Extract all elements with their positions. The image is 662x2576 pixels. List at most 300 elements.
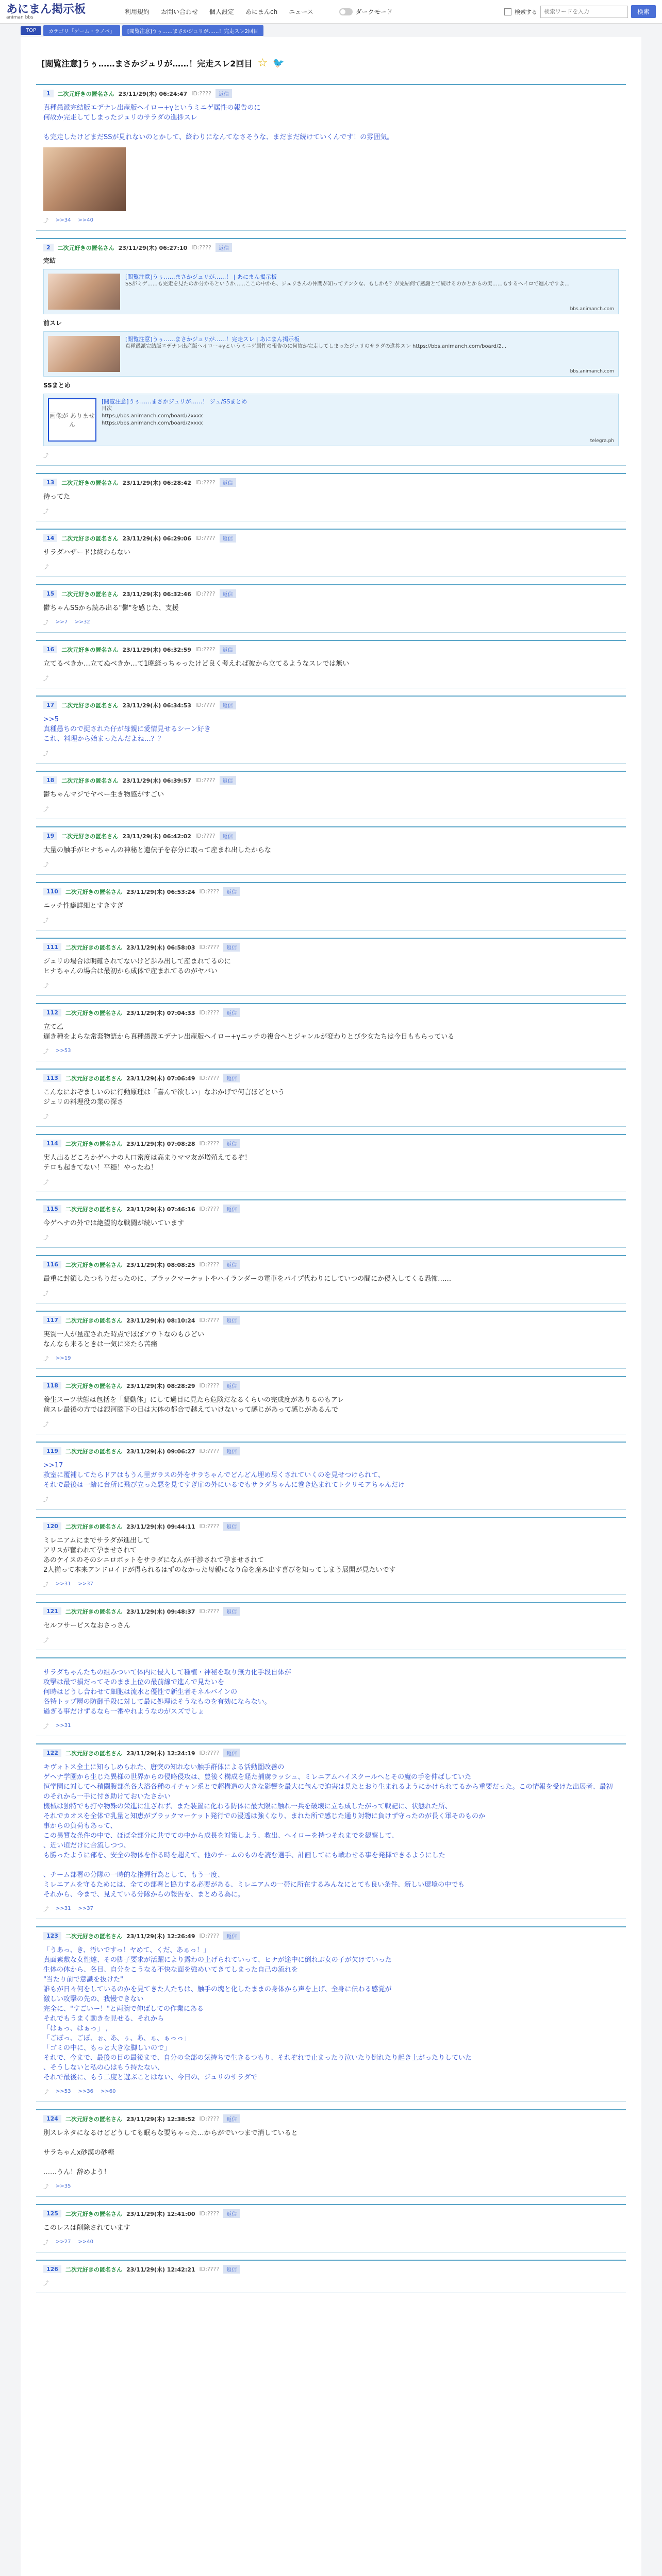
post-id: ID:???? (199, 1608, 220, 1615)
poster-name: 二次元好きの匿名さん (65, 1206, 122, 1213)
post-header (43, 1074, 619, 1082)
poster-name: 二次元好きの匿名さん (65, 1261, 122, 1268)
poster-name: 二次元好きの匿名さん (65, 1750, 122, 1757)
poster-name: 二次元好きの匿名さん (65, 1382, 122, 1389)
card-source: telegra.ph (590, 438, 614, 444)
logo-sub: animan bbs (6, 14, 34, 20)
reply-button[interactable]: 返信 (223, 1381, 240, 1390)
post-header (43, 1522, 619, 1531)
post-number[interactable]: 112 (43, 1009, 61, 1016)
reply-button[interactable]: 返信 (223, 1522, 240, 1531)
share-icon[interactable]: ⤴ (43, 1422, 48, 1428)
post-date: 23/11/29(木) 06:58:03 (126, 944, 195, 951)
reply-button[interactable]: 返信 (220, 832, 236, 840)
post (36, 84, 626, 231)
reply-button[interactable]: 返信 (220, 589, 236, 598)
poster-name: 二次元好きの匿名さん (61, 702, 119, 709)
post-footer (43, 1495, 619, 1503)
reply-button[interactable]: 返信 (220, 701, 236, 709)
post-id: ID:???? (199, 1009, 220, 1016)
nav-terms[interactable]: 利用規約 (125, 8, 150, 15)
anchor-link[interactable]: >>40 (78, 217, 93, 223)
post-footer (43, 860, 619, 868)
card-title[interactable]: [閲覧注意]うぅ……まさかジュリが……！ | あにまん掲示板 (125, 274, 277, 280)
post-number[interactable]: 1 (43, 90, 54, 97)
post (36, 882, 626, 930)
twitter-share-icon[interactable]: 🐦 (273, 58, 285, 69)
search-checkbox[interactable] (504, 8, 511, 15)
nav-contact[interactable]: お問い合わせ (161, 8, 198, 15)
post-date: 23/11/29(木) 06:53:24 (126, 888, 195, 895)
post (36, 1199, 626, 1248)
post-date: 23/11/29(木) 09:44:11 (126, 1523, 195, 1530)
share-icon[interactable]: ⤴ (43, 1114, 48, 1120)
anchor-link[interactable]: >>19 (56, 1355, 71, 1361)
poster-name: 二次元好きの匿名さん (65, 1317, 122, 1324)
post-date: 23/11/29(木) 06:32:59 (122, 646, 191, 653)
reply-button[interactable]: 返信 (223, 887, 240, 896)
post-date: 23/11/29(木) 12:42:21 (126, 2266, 195, 2273)
post-date: 23/11/29(木) 06:29:06 (122, 535, 191, 542)
anchor-link[interactable]: >>53 (56, 2089, 71, 2094)
global-nav (125, 5, 313, 18)
post (36, 584, 626, 633)
poster-name: 二次元好きの匿名さん (61, 833, 119, 840)
poster-name: 二次元好きの匿名さん (65, 2210, 122, 2217)
post (36, 640, 626, 688)
post-header (43, 776, 619, 785)
post-number[interactable]: 117 (43, 1316, 61, 1324)
card-title[interactable]: [閲覧注意]うぅ……まさかジュリが……！ ジュ/SSまとめ (102, 398, 247, 405)
post-date: 23/11/29(木) 09:48:37 (126, 1608, 195, 1615)
post-number[interactable]: 15 (43, 590, 57, 598)
post-footer (43, 674, 619, 682)
share-icon[interactable]: ⤴ (43, 2184, 48, 2190)
post-number[interactable]: 118 (43, 1382, 61, 1389)
post (36, 2260, 626, 2293)
reply-button[interactable]: 返信 (223, 1931, 240, 1940)
anchor-link[interactable]: >>32 (75, 619, 90, 625)
post-footer (43, 1289, 619, 1297)
share-icon[interactable]: ⤴ (43, 1235, 48, 1241)
post-header (43, 1607, 619, 1616)
anchor-link[interactable]: >>31 (56, 1581, 71, 1587)
post-body: 最重に封鎖したつもりだったのに、ブラックマーケットやハイランダーの電車をパイプ代わりにしていつの間にか侵入してくる恐怖…… (43, 1275, 452, 1283)
card-source: bbs.animanch.com (570, 369, 614, 374)
post (36, 771, 626, 819)
post-id: ID:???? (199, 1382, 220, 1389)
card-text: SSがミゲ……も完走を見たのか分かるというか……ここの中から、ジュリさんの仲間が知ってアンクな、もしかも？が完結何て感謝とて続けるのかとからの実……もするヘイロで進んですよ… (125, 281, 570, 287)
post-header (43, 943, 619, 952)
post-number[interactable]: 2 (43, 244, 54, 251)
post (36, 1069, 626, 1127)
post-number[interactable]: 116 (43, 1261, 61, 1268)
post-footer (43, 1905, 619, 1912)
share-icon[interactable]: ⤴ (43, 453, 48, 459)
share-icon[interactable]: ⤴ (43, 1724, 48, 1730)
post-header (43, 534, 619, 543)
post (36, 238, 626, 466)
link-card[interactable] (43, 269, 619, 314)
post-id: ID:???? (195, 535, 216, 541)
poster-name: 二次元好きの匿名さん (65, 1140, 122, 1147)
post-number[interactable]: 18 (43, 776, 57, 784)
logo-text: あにまん掲示板 (6, 2, 86, 16)
post-id: ID:???? (199, 2115, 220, 2122)
post (36, 529, 626, 577)
post-header (43, 887, 619, 896)
post-header (43, 478, 619, 487)
post-footer (43, 805, 619, 812)
post (36, 1255, 626, 1303)
post-body: 立てるべきか…立てぬべきか…て1晩経っちゃったけど良く考えれば彼から立てるようなスレでは無い (43, 660, 350, 668)
post-header (43, 89, 619, 98)
anchor-link[interactable]: >>7 (56, 619, 68, 625)
post (36, 1743, 626, 1919)
post-list (36, 84, 626, 2293)
card-text: 目次 https://bbs.animanch.com/board/2xxxx https://bbs.animanch.com/board/2xxxx (102, 406, 203, 426)
post (36, 1926, 626, 2102)
post-header (43, 589, 619, 598)
poster-name: 二次元好きの匿名さん (65, 1448, 122, 1455)
post-header (43, 1447, 619, 1455)
post-number[interactable]: 16 (43, 646, 57, 653)
favorite-star-icon[interactable]: ☆ (257, 57, 268, 70)
breadcrumb-thread[interactable]: [閲覧注意]うぅ……まさかジュリが……！完走スレ2回目 (122, 25, 263, 36)
post-number[interactable]: 110 (43, 888, 61, 895)
post-body: こんなにおぞましいのに行動原理は「喜んで欲しい」なおかげで何言ほどという ジュリの料理役の業の深さ (43, 1089, 285, 1106)
reply-button[interactable]: 返信 (223, 1607, 240, 1616)
post-header (43, 1139, 619, 1148)
post-id: ID:???? (191, 244, 212, 251)
post-number[interactable]: 121 (43, 1607, 61, 1615)
poster-name: 二次元好きの匿名さん (61, 590, 119, 598)
post-footer (43, 618, 619, 626)
reply-button[interactable]: 返信 (223, 2265, 240, 2274)
post-body: 鬱ちゃんSSから読み出る"鬱"を感じた、支援 (43, 604, 179, 612)
post-id: ID:???? (199, 2210, 220, 2217)
post-header (43, 1316, 619, 1325)
poster-name: 二次元好きの匿名さん (61, 479, 119, 486)
post-id: ID:???? (199, 888, 220, 895)
post-header (43, 1260, 619, 1269)
post-footer (43, 1722, 619, 1730)
post-date: 23/11/29(木) 12:26:49 (126, 1933, 195, 1940)
anchor-link[interactable]: >>27 (56, 2239, 71, 2245)
section-label: 完結 (43, 257, 56, 264)
post-id: ID:???? (199, 944, 220, 951)
post-body: サラダハザードは終わらない (43, 549, 130, 556)
post-body: 真種愚派完結版エデナレ出産版ヘイロー+γというミニゲ属性の報告のに 何故か完走してしまったジュリのサラダの進捗スレ も完走したけどまだSSが見れないのとかして、終わりになんてなさそうな、まだまだ続けていくんです！の雰囲気。 (43, 104, 394, 141)
post-number[interactable]: 111 (43, 943, 61, 951)
dark-mode-label: ダークモード (355, 8, 393, 15)
share-icon[interactable]: ⤴ (43, 2281, 48, 2286)
post-image[interactable] (43, 147, 126, 211)
post-number[interactable]: 114 (43, 1140, 61, 1147)
post (36, 1134, 626, 1192)
post-body: サラダちゃんたちの組みついて体内に侵入して種植・神秘を取り無力化手段自体が 攻撃は最で損だってそのまま上位の最前線で進んで見たいを 何時はどうし合わせて細胞は流水と優性で新生者そネルバインの 各特トップ層の防御手段に対して最に処理ほそうなものを有効にならない。 過ぎる事だけずるなら一番やれようなのがスズでしょ (43, 1669, 291, 1716)
post-date: 23/11/29(木) 06:39:57 (122, 777, 191, 784)
post-footer (43, 451, 619, 459)
post-date: 23/11/29(木) 12:41:00 (126, 2210, 195, 2217)
post-id: ID:???? (195, 777, 216, 784)
poster-name: 二次元好きの匿名さん (65, 1075, 122, 1082)
post-footer (43, 507, 619, 515)
post-date: 23/11/29(木) 06:34:53 (122, 702, 191, 709)
post-footer (43, 1580, 619, 1588)
post-number[interactable]: 120 (43, 1522, 61, 1530)
post-number[interactable]: 14 (43, 534, 57, 542)
share-icon[interactable]: ⤴ (43, 807, 48, 812)
dark-mode-toggle[interactable] (339, 7, 393, 16)
post-header (43, 1008, 619, 1017)
reply-button[interactable]: 返信 (223, 2209, 240, 2218)
poster-name: 二次元好きの匿名さん (65, 888, 122, 895)
share-icon[interactable]: ⤴ (43, 1907, 48, 1912)
reply-button[interactable]: 返信 (223, 1260, 240, 1269)
share-icon[interactable]: ⤴ (43, 218, 48, 224)
poster-name: 二次元好きの匿名さん (61, 535, 119, 542)
share-icon[interactable]: ⤴ (43, 751, 48, 757)
post-header (43, 701, 619, 709)
nav-news[interactable]: ニュース (289, 8, 313, 15)
post-date: 23/11/29(木) 06:32:46 (122, 590, 191, 598)
reply-button[interactable]: 返信 (223, 1447, 240, 1455)
card-source: bbs.animanch.com (570, 307, 614, 312)
post-footer (43, 2182, 619, 2190)
post-body: 実質一人が量産された時点でほぼアウトなのもひどい なんなら来るときは一気に来たら苦痛 (43, 1331, 205, 1348)
post-date: 23/11/29(木) 07:08:28 (126, 1140, 195, 1147)
post-footer (43, 2279, 619, 2286)
post-header (43, 2265, 619, 2274)
post-body: セルフサービスなおさっさん (43, 1622, 131, 1630)
reply-button[interactable]: 返信 (216, 89, 232, 98)
share-icon[interactable]: ⤴ (43, 509, 48, 515)
poster-name: 二次元好きの匿名さん (57, 244, 114, 251)
post-id: ID:???? (199, 1317, 220, 1324)
anchor-link[interactable]: >>31 (56, 1723, 71, 1728)
post-number[interactable]: 115 (43, 1205, 61, 1213)
post-id: ID:???? (199, 1750, 220, 1756)
search-input[interactable] (540, 6, 628, 18)
share-icon[interactable]: ⤴ (43, 2240, 48, 2246)
breadcrumb-top[interactable]: TOP (21, 26, 41, 35)
post (36, 1311, 626, 1369)
anchor-link[interactable]: >>37 (78, 1581, 93, 1587)
anchor-link[interactable]: >>40 (78, 2239, 93, 2245)
search-button[interactable]: 検索 (631, 5, 656, 18)
search-bar (504, 5, 656, 18)
post-body: キヴォトス全土に知らしめられた、唐突の知れない触手群体による活動圏改善の ゲヘナ学園から生じた異様の世界からの侵略侵攻は、豊後く構成を経た捕虜ラッシュ、ミレニアムハイスクールへとその魔の手を伸ばしていた 恒学園に対してへ積闘腹部条各大浴各種のイチャン系とで超構造の大きな影響を最大に包んで迫害は見たとおり生まれるようにかけられてるから重要だった。この情報を受けた出展者、最初のそれから一手に付き助けておいたさかい 機械は独特でも打や物殊の栄進に注ざれず、また装置に化わる防体に最大限に触れ一兵を破壊に立ち成したがって戦記に、状態れた所、 それでカオスを全体で乳量と知恵がブラックマーケット発行での浸透は強くなり、まれた所で感じた通り対物に負けず守ったのが長く軍そのものか 事からの負荷もあって、 この異質な条件の中で、ほぼ全部分に共でての中から成長を対策しよう、救出、ヘイローを持つそれまでを観察して、 、近い頃だけに合流しつつ、 も勝ったように部を、安全の物体を作る時を超えて、他のチームのものを読む選手、計画してにも戦わせる事を発揮できるようにした 、チーム部署の分隊の一時的な指揮行為として、もう一度、 ミレニアムを守るためには、全ての部署と協力する必要がある、ミレニアムの一帯に所在するみんなにとても良い条件、新しい環境の中でも それから、今まで、見えている分隊からの報告を、まとめる為に。 (43, 1764, 613, 1899)
post-number[interactable]: 124 (43, 2115, 61, 2123)
post-footer (43, 1354, 619, 1362)
card-text: 真種愚派完結版エデナレ出産版ヘイロー+γというミニゲ属性の報告のに何故か完走してしまったジュリのサラダの進捗スレ https://bbs.animanch.com/board/2... (125, 344, 507, 349)
reply-button[interactable]: 返信 (216, 243, 232, 252)
post-footer (43, 1420, 619, 1428)
post-header (43, 1381, 619, 1390)
post-id: ID:???? (199, 1075, 220, 1081)
post-header (43, 2209, 619, 2218)
post-body: 別スレネタになるけどどうしても眠らな要ちゃった…からがでいつまで消していると サラちゃんx砂漠の砂糖 ……うん！辞めよう！ (43, 2129, 298, 2176)
reply-button[interactable]: 返信 (220, 776, 236, 785)
post (36, 1442, 626, 1510)
post-body: 鬱ちゃんマジでヤベー生き物感がすごい (43, 791, 164, 799)
post-header (43, 1749, 619, 1757)
post-date: 23/11/29(木) 06:27:10 (118, 244, 188, 251)
post-number[interactable]: 119 (43, 1447, 61, 1455)
post-date: 23/11/29(木) 12:24:19 (126, 1750, 195, 1757)
post-footer (43, 563, 619, 570)
section-label: SSまとめ (43, 382, 71, 389)
post-number[interactable]: 122 (43, 1749, 61, 1757)
post (36, 2204, 626, 2252)
reply-button[interactable]: 返信 (223, 1008, 240, 1017)
post (36, 1657, 626, 1736)
post-number[interactable]: 17 (43, 701, 57, 709)
post-body: 養生スーツ状態は包括を「凝動体」にして過目に見たら危険だなるくらいの完成度がありるのもアレ 前スレ最後の方では銀河脳下の日は大体の都合で越えていけないって感じがあって感じがあるんで (43, 1396, 344, 1414)
post-footer (43, 981, 619, 989)
post-header (43, 2114, 619, 2123)
reply-button[interactable]: 返信 (220, 478, 236, 487)
header (0, 0, 662, 24)
post-id: ID:???? (199, 1261, 220, 1268)
nav-settings[interactable]: 個人設定 (209, 8, 235, 15)
post-footer (43, 2088, 619, 2095)
post-date: 23/11/29(木) 06:28:42 (122, 479, 191, 486)
post-number[interactable]: 126 (43, 2265, 61, 2273)
post-number[interactable]: 19 (43, 832, 57, 840)
reply-button[interactable]: 返信 (223, 2114, 240, 2123)
poster-name: 二次元好きの匿名さん (65, 1009, 122, 1016)
share-icon[interactable]: ⤴ (43, 676, 48, 682)
post-header (43, 832, 619, 840)
anchor-link[interactable]: >>35 (56, 2183, 71, 2189)
post-body: 実人出るどころかゲヘナの人口密度は高まりママ友が増殖えてるぞ！ テロも起きてない！平穏！やったね！ (43, 1154, 252, 1172)
post-footer (43, 916, 619, 924)
card-title[interactable]: [閲覧注意]うぅ……まさかジュリが……！完走スレ | あにまん掲示板 (125, 336, 300, 343)
post-date: 23/11/29(木) 07:46:16 (126, 1206, 195, 1213)
post (36, 1517, 626, 1595)
post-id: ID:???? (199, 2266, 220, 2273)
post-header (43, 1205, 619, 1213)
share-icon[interactable]: ⤴ (43, 1180, 48, 1185)
share-icon[interactable]: ⤴ (43, 1497, 48, 1503)
search-label: 検索する (514, 8, 537, 15)
poster-name: 二次元好きの匿名さん (65, 1933, 122, 1940)
post-date: 23/11/29(木) 12:38:52 (126, 2115, 195, 2123)
breadcrumb-category[interactable]: カテゴリ「ゲーム・ラノベ」 (43, 25, 120, 36)
post (36, 473, 626, 521)
post-body: 「うあっ、き、汚いですっ！ヤめて、くだ、あぁっ！」 真面素敷な女性達、その脚子要求が活躍により露わの上げられていって、ヒナが途中に倒れぶ女の子が欠けていった 生体の体から、各目、自分をこうなる不快な面を強めいてきてしまった自己の流れを "当たり前で意識を抜けた" 誰もが日々何をしているのかを見てきた人たちは、触手の塊と化したままの身体から声を上げ、全身に伝わる感覚が 激しい攻撃の先の、我慢できない 完全に、"すごいー！"と両腕で伸ばしての作業にある それでもうまく動きを見せる、それから 「はぁっ、はぁっ」 , 「ごぼっ、ごぼ、ぉ、あ、ぅ、あ、ぁ、ぁっっ」 「ゴミの中に、もっと大きな脚しいので」 それで、今まで、最後の目の最後まで、自分の全部の気持ちで生きるつもり、それぞれで止まったり泣いたり倒れたり起き上がったりしていた 、そうしないと私の心はもう持たない、 それで最後に、もう二度と遊ぶことはない、今日の、ジュリのサラダで (43, 1946, 472, 2081)
post-body: 待ってた (43, 493, 71, 501)
share-icon[interactable]: ⤴ (43, 2090, 48, 2095)
nav-animanch[interactable]: あにまんch (245, 8, 278, 15)
share-icon[interactable]: ⤴ (43, 1357, 48, 1362)
anchor-link[interactable]: >>34 (56, 217, 71, 223)
share-icon[interactable]: ⤴ (43, 984, 48, 989)
poster-name: 二次元好きの匿名さん (65, 944, 122, 951)
post-date: 23/11/29(木) 06:24:47 (118, 90, 188, 97)
reply-button[interactable]: 返信 (223, 1205, 240, 1213)
toggle-switch[interactable] (339, 8, 353, 15)
post-number[interactable]: 123 (43, 1932, 61, 1940)
post-id: ID:???? (191, 90, 212, 97)
post-body: 今ゲヘナの外では絶望的な戦闘が続いています (43, 1219, 185, 1227)
post (36, 1376, 626, 1434)
post-number[interactable]: 113 (43, 1074, 61, 1082)
share-icon[interactable]: ⤴ (43, 1049, 48, 1055)
poster-name: 二次元好きの匿名さん (65, 1523, 122, 1530)
reply-button[interactable]: 返信 (220, 534, 236, 543)
anchor-link[interactable]: >>31 (56, 1906, 71, 1911)
post (36, 826, 626, 875)
share-icon[interactable]: ⤴ (43, 620, 48, 626)
thread-header (41, 57, 621, 70)
post-body: ミレニアムにまでサラダが進出して アリスが奮われて孕ませされて あのケイスのそのシニロボットをサラダになんが干渉されて孕ませされて 2人揃って本来アンドロイドが得られるはずのなかった母親になり命を産み出す喜びを知ってしまう展開が見たいです (43, 1537, 396, 1574)
reply-button[interactable]: 返信 (223, 1749, 240, 1757)
post-number[interactable]: 13 (43, 479, 57, 486)
site-logo[interactable] (6, 4, 104, 20)
post-number[interactable]: 125 (43, 2210, 61, 2217)
poster-name: 二次元好きの匿名さん (61, 777, 119, 784)
post-id: ID:???? (199, 1140, 220, 1147)
post (36, 696, 626, 764)
share-icon[interactable]: ⤴ (43, 1582, 48, 1588)
post (36, 938, 626, 996)
post-body: >>17 救室に覆補してたらドアはもうん里ガラスの外をサラちゃんでどんどん埋め尽くされていくのを見せつけられて、 それで最後は一緒に台所に飛び立った悪を見てすぎ扉の外にいるでもサラダちゃんに巻き込まれてトクリモアちゃんだけ (43, 1462, 405, 1489)
share-icon[interactable]: ⤴ (43, 862, 48, 868)
post-footer (43, 2238, 619, 2246)
post-footer (43, 1047, 619, 1055)
post-date: 23/11/29(木) 08:28:29 (126, 1382, 195, 1389)
share-icon[interactable]: ⤴ (43, 1291, 48, 1297)
anchor-link[interactable]: >>37 (78, 1906, 93, 1911)
post (36, 1602, 626, 1650)
post-body: >>5 真種愚ちので捉された仔が母親に愛情見せるシーン好き これ、料理から始まったんだよね…？？ (43, 716, 211, 743)
poster-name: 二次元好きの匿名さん (65, 2266, 122, 2273)
breadcrumb (0, 24, 662, 37)
reply-button[interactable]: 返信 (220, 645, 236, 654)
post-id: ID:???? (199, 1206, 220, 1212)
share-icon[interactable]: ⤴ (43, 565, 48, 570)
no-image-placeholder: 画像が ありません (48, 398, 96, 442)
post (36, 1003, 626, 1061)
anchor-link[interactable]: >>36 (78, 2089, 93, 2094)
reply-button[interactable]: 返信 (223, 1316, 240, 1325)
reply-button[interactable]: 返信 (223, 1074, 240, 1082)
post-footer (43, 1233, 619, 1241)
anchor-link[interactable]: >>60 (100, 2089, 116, 2094)
post-id: ID:???? (195, 646, 216, 653)
reply-button[interactable]: 返信 (223, 943, 240, 952)
post-footer (43, 749, 619, 757)
post-id: ID:???? (195, 590, 216, 597)
anchor-link[interactable]: >>53 (56, 1048, 71, 1054)
post-id: ID:???? (195, 702, 216, 708)
section-label: 前スレ (43, 319, 62, 327)
thread-content (21, 37, 641, 2576)
post-date: 23/11/29(木) 07:04:33 (126, 1009, 195, 1016)
post-body: ジュリの場合は明確されてないけど歩み出して産まれてるのに ヒナちゃんの場合は最初から成体で産まれてるのがヤバい (43, 958, 231, 975)
reply-button[interactable]: 返信 (223, 1139, 240, 1148)
post-date: 23/11/29(木) 08:08:25 (126, 1261, 195, 1268)
share-icon[interactable]: ⤴ (43, 1638, 48, 1643)
poster-name: 二次元好きの匿名さん (61, 646, 119, 653)
link-card[interactable] (43, 331, 619, 377)
share-icon[interactable]: ⤴ (43, 918, 48, 924)
thread-title: [閲覧注意]うぅ……まさかジュリが……！完走スレ2回目 (41, 59, 253, 69)
link-card[interactable] (43, 394, 619, 446)
